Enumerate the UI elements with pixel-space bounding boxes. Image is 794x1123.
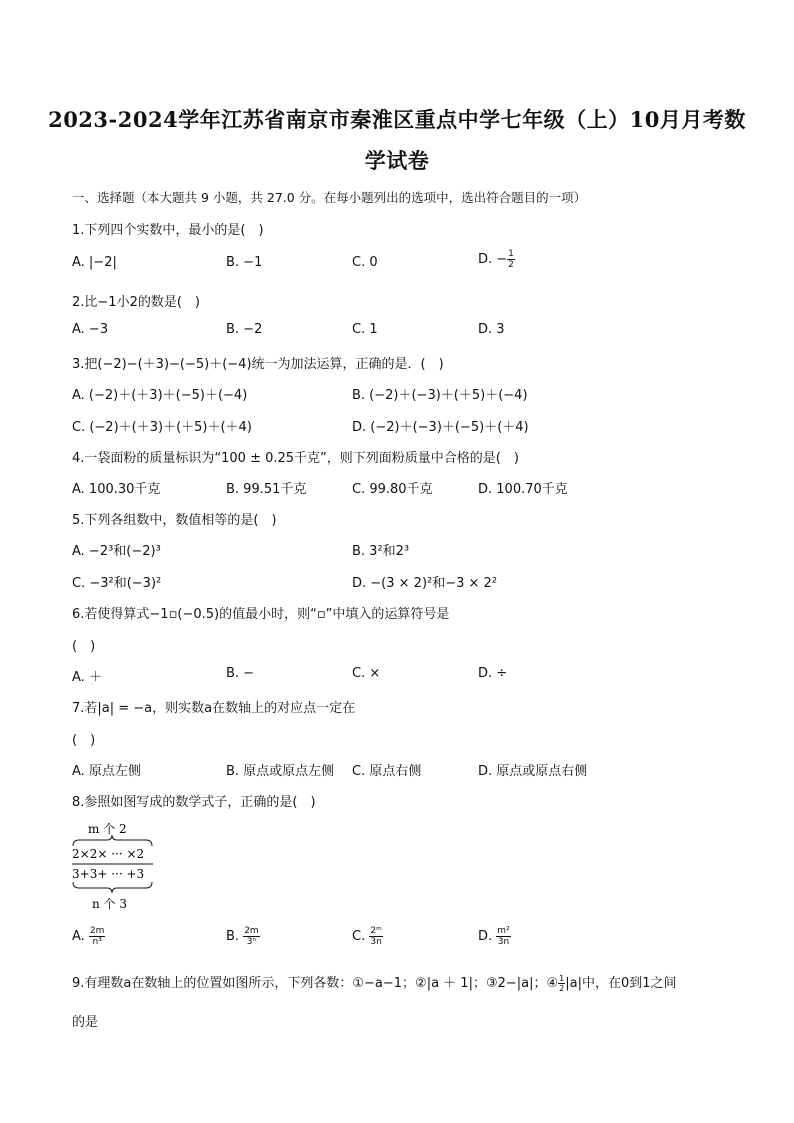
question-6-option-a: A. ＋ bbox=[72, 670, 102, 685]
question-7-option-b: B. 原点或原点左侧 bbox=[226, 764, 335, 779]
fraction-denominator: n³ bbox=[92, 937, 102, 947]
fraction bbox=[507, 249, 515, 270]
section-heading: 一、选择题（本大题共 9 小题，共 27.0 分。在每小题列出的选项中，选出符合题目的一项） bbox=[72, 190, 587, 205]
option-d-label: D. bbox=[478, 929, 493, 944]
question-4-stem: 4.一袋面粉的质量标识为“100 ± 0.25千克”，则下列面粉质量中合格的是( ) bbox=[72, 451, 519, 466]
question-5-option-d: D. −(3 × 2)²和−3 × 2² bbox=[352, 576, 498, 591]
top-brace bbox=[73, 835, 152, 846]
fraction-numerator: 1 bbox=[559, 974, 565, 983]
fraction bbox=[243, 926, 260, 947]
option-a-label: A. bbox=[72, 929, 85, 944]
question-2-option-d: D. 3 bbox=[478, 322, 505, 337]
option-d-label: D. − bbox=[478, 252, 508, 267]
bottom-brace bbox=[73, 882, 152, 893]
question-8-option-a bbox=[72, 926, 105, 947]
question-3-option-a: A. (−2)＋(＋3)＋(−5)＋(−4) bbox=[72, 388, 248, 403]
fraction bbox=[369, 926, 382, 947]
question-2-option-c: C. 1 bbox=[352, 322, 378, 337]
question-8-option-c bbox=[352, 926, 383, 947]
question-7-stem: 7.若|a| = −a，则实数a在数轴上的对应点一定在 bbox=[72, 701, 356, 716]
question-5-option-c: C. −3²和(−3)² bbox=[72, 576, 162, 591]
question-8-stem: 8.参照如图写成的数学式子，正确的是( ) bbox=[72, 795, 316, 810]
fraction-denominator: 3n bbox=[497, 937, 510, 947]
question-6-option-b: B. − bbox=[226, 666, 255, 681]
question-7-answer-paren: ( ) bbox=[72, 733, 96, 748]
question-2-stem: 2.比−1小2的数是( ) bbox=[72, 295, 200, 310]
option-b-label: B. bbox=[226, 929, 240, 944]
exam-title-line2: 学试卷 bbox=[364, 148, 430, 173]
question-9-stem-text: 9.有理数a在数轴上的位置如图所示，下列各数：①−a−1；②|a ＋ 1|；③2−|a|；④ bbox=[72, 976, 559, 991]
fraction-numerator: 2m bbox=[244, 926, 259, 936]
question-3-option-c: C. (−2)＋(＋3)＋(＋5)＋(＋4) bbox=[72, 420, 252, 435]
question-4-option-c: C. 99.80千克 bbox=[352, 482, 433, 497]
fraction-numerator: 2m bbox=[89, 926, 105, 936]
fraction-denominator: 3n bbox=[370, 937, 382, 947]
question-1-option-d bbox=[478, 249, 515, 270]
option-c-label: C. bbox=[352, 929, 366, 944]
fraction-denominator: 2 bbox=[559, 984, 565, 993]
question-7-option-c: C. 原点右侧 bbox=[352, 764, 422, 779]
fraction bbox=[89, 926, 106, 947]
question-6-answer-paren: ( ) bbox=[72, 639, 96, 654]
question-4-option-d: D. 100.70千克 bbox=[478, 482, 568, 497]
question-5-option-a: A. −2³和(−2)³ bbox=[72, 544, 161, 559]
question-1-option-c: C. 0 bbox=[352, 255, 378, 270]
question-1-option-b: B. −1 bbox=[226, 255, 263, 270]
fraction-numerator: m² bbox=[497, 926, 510, 936]
fraction-denominator: 3ⁿ bbox=[246, 937, 257, 947]
question-6-stem: 6.若使得算式−1▫(−0.5)的值最小时，则“▫”中填入的运算符号是 bbox=[72, 607, 450, 622]
fraction bbox=[496, 926, 510, 947]
diagram-numerator: 2×2× ··· ×2 bbox=[72, 847, 145, 861]
top-brace-label: m 个 2 bbox=[88, 822, 127, 836]
question-5-option-b: B. 3²和2³ bbox=[352, 544, 410, 559]
question-8-option-d bbox=[478, 926, 511, 947]
fraction-denominator: 2 bbox=[508, 260, 514, 270]
diagram-denominator: 3+3+ ··· +3 bbox=[72, 867, 145, 881]
question-9-stem-line2: 的是 bbox=[72, 1015, 99, 1030]
question-9-stem bbox=[72, 972, 677, 993]
question-1-stem: 1.下列四个实数中，最小的是( ) bbox=[72, 223, 264, 238]
brace-fraction-diagram bbox=[70, 820, 170, 915]
question-1-option-a: A. |−2| bbox=[72, 255, 117, 270]
bottom-brace-label: n 个 3 bbox=[92, 897, 127, 911]
question-2-option-a: A. −3 bbox=[72, 322, 109, 337]
fraction-numerator: 2ᵐ bbox=[370, 926, 382, 936]
fraction-numerator: 1 bbox=[508, 249, 514, 259]
question-3-stem: 3.把(−2)−(＋3)−(−5)＋(−4)统一为加法运算，正确的是．( ) bbox=[72, 357, 444, 372]
question-6-option-c: C. × bbox=[352, 666, 381, 681]
question-3-option-b: B. (−2)＋(−3)＋(＋5)＋(−4) bbox=[352, 388, 528, 403]
question-4-option-b: B. 99.51千克 bbox=[226, 482, 307, 497]
question-8-option-b bbox=[226, 926, 260, 947]
exam-title-line1: 2023-2024学年江苏省南京市秦淮区重点中学七年级（上）10月月考数 bbox=[48, 107, 746, 132]
question-7-option-d: D. 原点或原点右侧 bbox=[478, 764, 588, 779]
question-2-option-b: B. −2 bbox=[226, 322, 263, 337]
question-5-stem: 5.下列各组数中，数值相等的是( ) bbox=[72, 513, 277, 528]
question-9-stem-tail: |a|中，在0到1之间 bbox=[565, 976, 677, 991]
question-3-option-d: D. (−2)＋(−3)＋(−5)＋(＋4) bbox=[352, 420, 529, 435]
question-4-option-a: A. 100.30千克 bbox=[72, 482, 161, 497]
question-7-option-a: A. 原点左侧 bbox=[72, 764, 141, 779]
question-6-option-d: D. ÷ bbox=[478, 666, 508, 681]
